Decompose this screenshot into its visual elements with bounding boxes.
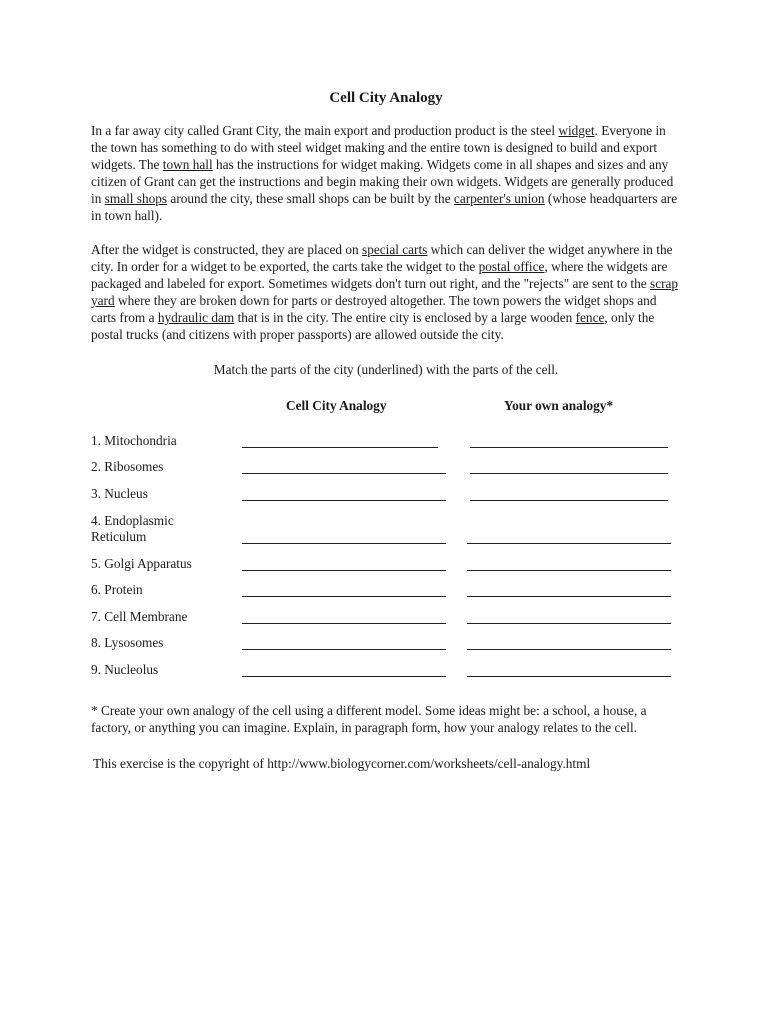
cell-part-label: 8. Lysosomes [91,635,164,651]
story-paragraph-1 [91,123,681,224]
text-run: has the instructions for widget making. Widgets come in all shapes and sizes and any citizen of Grant can get the instructions and begin making their own widgets. Widgets are generally produced in [91,156,674,206]
cell-part-label: 5. Golgi Apparatus [91,555,192,571]
page-title: Cell City Analogy [329,90,443,106]
column-headers [91,398,681,418]
text-run: . Everyone in the town has something to do with steel widget making and the entire town is designed to build and export widgets. The [91,123,666,172]
text-run: where they are broken down for parts or destroyed altogether. The town powers the widget shops and carts from a [91,293,657,326]
cell-part-label: 4. Endoplasmic Reticulum [91,512,174,545]
text-run: , where the widgets are packaged and labeled for export. Sometimes widgets don't turn out right, and the "rejects" are sent to the [91,259,668,292]
cell-city-answer-blank[interactable] [242,473,446,474]
own-analogy-answer-blank[interactable] [470,447,668,448]
matching-row [91,483,681,510]
cell-city-answer-blank[interactable] [242,596,446,597]
underlined-term-postal-office: postal office [478,259,545,275]
cell-part-label: 1. Mitochondria [91,432,177,448]
own-analogy-answer-blank[interactable] [467,543,671,544]
own-analogy-answer-blank[interactable] [467,623,671,624]
matching-row [91,579,681,606]
cell-city-answer-blank[interactable] [242,447,438,448]
cell-part-label: 2. Ribosomes [91,459,164,475]
cell-city-answer-blank[interactable] [242,676,446,677]
cell-city-answer-blank[interactable] [242,500,446,501]
own-analogy-answer-blank[interactable] [467,596,671,597]
column-header-own-analogy: Your own analogy* [504,397,614,413]
worksheet-page [91,90,681,772]
matching-row [91,430,681,457]
column-header-cell-city: Cell City Analogy [286,397,387,413]
text-run: , only the postal trucks (and citizens with proper passports) are allowed outside the city. [91,310,655,342]
text-run: which can deliver the widget anywhere in the city. In order for a widget to be exported, the carts take the widget to the [91,242,673,275]
cell-part-label: 3. Nucleus [91,486,148,502]
matching-row [91,510,681,553]
own-analogy-answer-blank[interactable] [467,570,671,571]
underlined-term-carpenters-union: carpenter's union [453,190,545,206]
own-analogy-footnote: * Create your own analogy of the cell using a different model. Some ideas might be: a school, a house, a factory, or anything you can imagine. Explain, in paragraph form, how your analogy relates to the cell. [91,702,647,735]
text-run: that is in the city. The entire city is enclosed by a large wooden [234,310,576,326]
underlined-term-widget: widget [558,123,595,138]
copyright-notice: This exercise is the copyright of http://www.biologycorner.com/worksheets/cell-analogy.html [93,755,591,771]
matching-row [91,553,681,580]
cell-city-answer-blank[interactable] [242,570,446,571]
story-paragraph-2 [91,242,681,343]
text-run: In a far away city called Grant City, the main export and production product is the steel [91,123,559,138]
own-analogy-answer-blank[interactable] [467,649,671,650]
cell-city-answer-blank[interactable] [242,543,446,544]
cell-part-label: 7. Cell Membrane [91,608,188,624]
cell-city-answer-blank[interactable] [242,623,446,624]
own-analogy-answer-blank[interactable] [467,676,671,677]
cell-part-label: 6. Protein [91,582,143,598]
cell-city-answer-blank[interactable] [242,649,446,650]
matching-row [91,606,681,633]
underlined-term-scrap-yard: scrap yard [91,276,679,309]
underlined-term-hydraulic-dam: hydraulic dam [157,310,235,326]
matching-row [91,632,681,659]
cell-part-label: 9. Nucleolus [91,662,159,678]
matching-instruction: Match the parts of the city (underlined) with the parts of the cell. [213,361,559,377]
matching-table [91,430,681,686]
own-analogy-answer-blank[interactable] [470,473,668,474]
underlined-term-small-shops: small shops [104,190,168,206]
underlined-term-special-carts: special carts [362,242,428,258]
underlined-term-town-hall: town hall [162,156,213,172]
own-analogy-answer-blank[interactable] [470,500,668,501]
underlined-term-fence: fence [575,310,605,326]
matching-row [91,659,681,686]
matching-row [91,456,681,483]
text-run: After the widget is constructed, they are placed on [91,242,363,258]
text-run: (whose headquarters are in town hall). [91,190,678,223]
text-run: around the city, these small shops can be built by the [167,190,454,206]
